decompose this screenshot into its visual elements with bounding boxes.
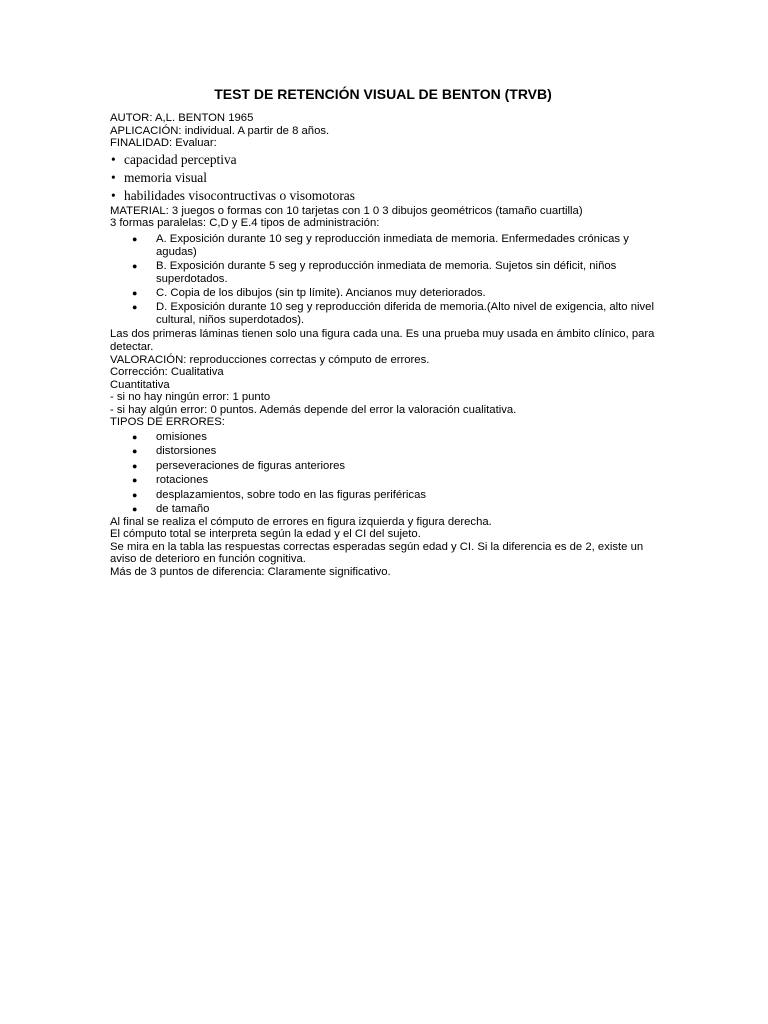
bullet-icon: ● bbox=[132, 446, 138, 457]
bullet-icon: • bbox=[111, 151, 116, 167]
purpose-line: FINALIDAD: Evaluar: bbox=[110, 137, 217, 150]
list-item: ● distorsiones bbox=[132, 445, 217, 458]
bullet-icon: ● bbox=[132, 460, 138, 471]
correction-line: Corrección: Cualitativa bbox=[110, 366, 224, 379]
no-error-line: - si no hay ningún error: 1 punto bbox=[110, 391, 271, 404]
author-line: AUTOR: A,L. BENTON 1965 bbox=[110, 112, 254, 124]
quantitative-line: Cuantitativa bbox=[110, 378, 170, 391]
bullet-icon: ● bbox=[132, 233, 138, 244]
list-item: ● omisiones bbox=[132, 431, 207, 444]
conclusion-section bbox=[110, 516, 660, 579]
intro-section bbox=[110, 112, 660, 150]
list-item: ● C. Copia de los dibujos (sin tp límite). Ancianos muy deteriorados. bbox=[132, 286, 486, 299]
valuation-section bbox=[110, 328, 660, 429]
list-item: ● de tamaño bbox=[132, 503, 210, 516]
valuation-line: VALORACIÓN: reproducciones correctas y cómputo de errores. bbox=[110, 353, 430, 366]
paragraph: Las dos primeras láminas tienen solo una figura cada una. Es una prueba muy usada en ámbito clínico, para detectar. bbox=[110, 328, 655, 353]
list-item: ● perseveraciones de figuras anteriores bbox=[132, 459, 346, 472]
document-page bbox=[110, 86, 660, 579]
administration-list bbox=[110, 233, 660, 327]
error-line: - si hay algún error: 0 puntos. Además depende del error la valoración cualitativa. bbox=[110, 403, 517, 416]
list-item: ● desplazamientos, sobre todo en las figuras periféricas bbox=[132, 488, 427, 501]
error-types-heading: TIPOS DE ERRORES: bbox=[110, 416, 225, 429]
document-title: TEST DE RETENCIÓN VISUAL DE BENTON (TRVB) bbox=[214, 86, 552, 102]
paragraph: Se mira en la tabla las respuestas correctas esperadas según edad y CI. Si la diferencia es de 2, existe un aviso de deterioro en función cognitiva. bbox=[110, 540, 644, 566]
bullet-icon: ● bbox=[132, 432, 138, 443]
list-item: • memoria visual bbox=[111, 169, 207, 185]
bullet-icon: • bbox=[111, 169, 116, 185]
bullet-icon: • bbox=[111, 187, 116, 203]
bullet-icon: ● bbox=[132, 504, 138, 515]
list-item: ● B. Exposición durante 5 seg y reproducción inmediata de memoria. Sujetos sin déficit, niños superdotados. bbox=[132, 259, 617, 285]
list-item: • capacidad perceptiva bbox=[111, 151, 237, 167]
forms-line: 3 formas paralelas: C,D y E.4 tipos de administración: bbox=[110, 217, 380, 230]
purpose-list bbox=[110, 151, 660, 205]
bullet-icon: ● bbox=[132, 260, 138, 271]
bullet-icon: ● bbox=[132, 287, 138, 298]
list-item: • habilidades visocontructivas o visomotoras bbox=[111, 187, 355, 203]
list-item: ● D. Exposición durante 10 seg y reproducción diferida de memoria.(Alto nivel de exigencia, alto nivel cultural, niños superdotados). bbox=[132, 301, 654, 326]
bullet-icon: ● bbox=[132, 489, 138, 500]
material-section bbox=[110, 205, 660, 230]
paragraph: Más de 3 puntos de diferencia: Claramente significativo. bbox=[110, 565, 391, 578]
application-line: APLICACIÓN: individual. A partir de 8 años. bbox=[110, 124, 330, 137]
list-item: ● rotaciones bbox=[132, 474, 209, 487]
list-item: ● A. Exposición durante 10 seg y reproducción inmediata de memoria. Enfermedades crónicas y agudas) bbox=[132, 232, 629, 258]
bullet-icon: ● bbox=[132, 475, 138, 486]
error-types-list bbox=[110, 431, 660, 516]
paragraph: Al final se realiza el cómputo de errores en figura izquierda y figura derecha. bbox=[110, 515, 492, 528]
bullet-icon: ● bbox=[132, 302, 138, 313]
material-line: MATERIAL: 3 juegos o formas con 10 tarjetas con 1 0 3 dibujos geométricos (tamaño cuartilla) bbox=[110, 204, 583, 217]
paragraph: El cómputo total se interpreta según la edad y el CI del sujeto. bbox=[110, 528, 421, 541]
